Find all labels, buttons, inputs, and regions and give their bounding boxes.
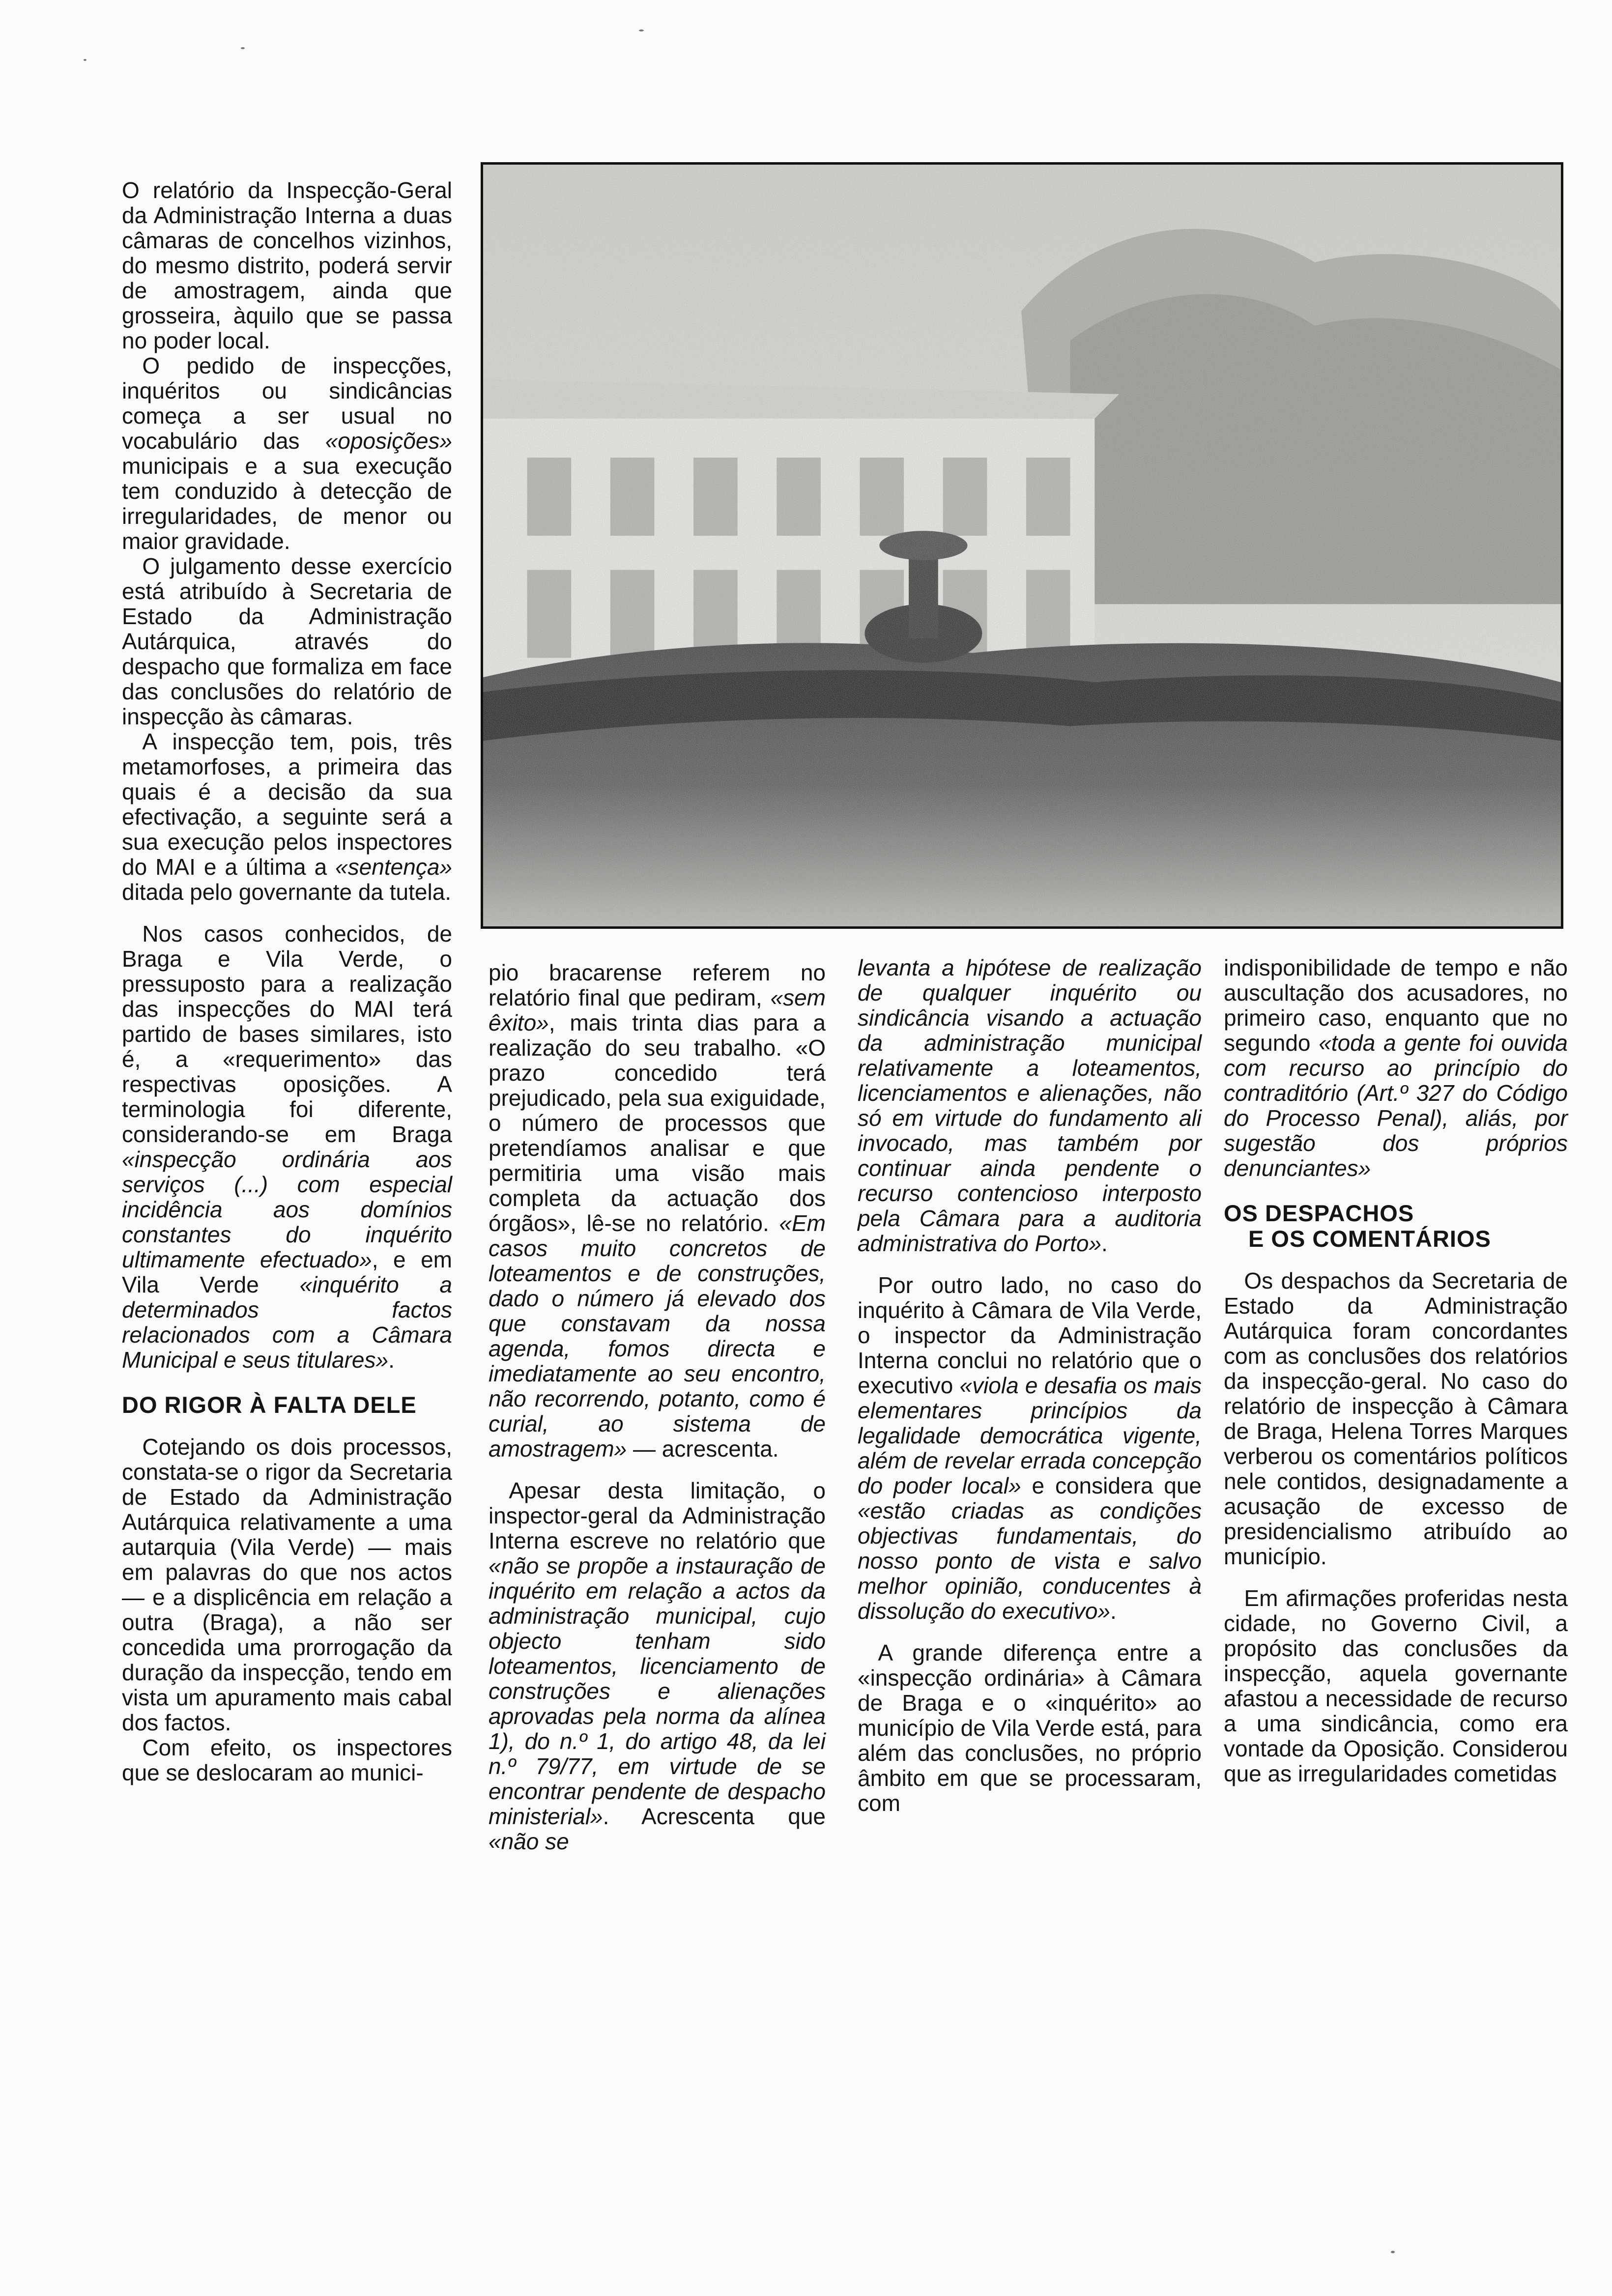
paragraph: O julgamento desse exercício está atribuído à Secretaria de Estado da Administração Autárquica, através do despacho que formaliza em face das conclusões do relatório de inspecção às câmaras. xyxy=(122,553,452,729)
paragraph: A inspecção tem, pois, três metamorfoses, a primeira das quais é a decisão da sua efectivação, a seguinte será a sua execução pelos inspectores do MAI e a última a «sentença» ditada pelo governante da tutela. xyxy=(122,729,452,905)
paragraph: Com efeito, os inspectores que se deslocaram ao munici- xyxy=(122,1735,452,1785)
article-column-3 xyxy=(858,955,1202,1816)
paragraph: pio bracarense referem no relatório final que pediram, «sem êxito», mais trinta dias para a realização do seu trabalho. «O prazo concedido terá prejudicado, pela sua exiguidade, o número de processos que pretendíamos analisar e que permitiria uma visão mais completa da actuação dos órgãos», lê-se no relatório. «Em casos muito concretos de loteamentos e de construções, dado o número já elevado dos que constavam da nossa agenda, fomos directa e imediatamente ao seu encontro, não recorrendo, potanto, como é curial, ao sistema de amostragem» — acrescenta. xyxy=(489,960,826,1462)
photo-image xyxy=(483,165,1561,926)
paragraph: Por outro lado, no caso do inquérito à Câmara de Vila Verde, o inspector da Administração Interna conclui no relatório que o executivo «viola e desafia os mais elementares princípios da legalidade democrática vigente, além de revelar errada concepção do poder local» e considera que «estão criadas as condições objectivas fundamentais, do nosso ponto de vista e salvo melhor opinião, conducentes à dissolução do executivo». xyxy=(858,1272,1202,1624)
paragraph: indisponibilidade de tempo e não auscultação dos acusadores, no primeiro caso, enquanto que no segundo «toda a gente foi ouvida com recurso ao princípio do contraditório (Art.º 327 do Código do Processo Penal), aliás, por sugestão dos próprios denunciantes» xyxy=(1224,955,1568,1181)
paragraph: Apesar desta limitação, o inspector-geral da Administração Interna escreve no relatório que «não se propõe a instauração de inquérito em relação a actos da administração municipal, cujo objecto tenham sido loteamentos, licenciamento de construções e alienações aprovadas pela norma da alínea 1), do n.º 1, do artigo 48, da lei n.º 79/77, em virtude de se encontrar pendente de despacho ministerial». Acrescenta que «não se xyxy=(489,1478,826,1854)
print-speck xyxy=(639,29,644,31)
section-heading: DO RIGOR À FALTA DELE xyxy=(122,1392,417,1418)
print-speck xyxy=(1391,2251,1395,2253)
paragraph: O pedido de inspecções, inquéritos ou sindicâncias começa a ser usual no vocabulário das «oposições» municipais e a sua execução tem conduzido à detecção de irregularidades, de menor ou maior gravidade. xyxy=(122,353,452,554)
article-column-1 xyxy=(122,178,452,1785)
paragraph: levanta a hipótese de realização de qualquer inquérito ou sindicância visando a actuação da administração municipal relativamente a loteamentos, licenciamentos e alienações, não só em virtude do fundamento ali invocado, mas também por continuar ainda pendente o recurso contencioso interposto pela Câmara para a auditoria administrativa do Porto». xyxy=(858,955,1202,1256)
paragraph: Em afirmações proferidas nesta cidade, no Governo Civil, a propósito das conclusões da inspecção, aquela governante afastou a necessidade de recurso a uma sindicância, como era vontade da Oposição. Considerou que as irregularidades cometidas xyxy=(1224,1585,1568,1786)
article-column-4 xyxy=(1224,955,1568,1786)
paragraph: O relatório da Inspecção-Geral da Administração Interna a duas câmaras de concelhos vizinhos, do mesmo distrito, poderá servir de amostragem, ainda que grosseira, àquilo que se passa no poder local. xyxy=(122,177,452,353)
news-photo xyxy=(481,162,1563,929)
paragraph: Nos casos conhecidos, de Braga e Vila Verde, o pressuposto para a realização das inspecções do MAI terá partido de bases similares, isto é, a «requerimento» das respectivas oposições. A terminologia foi diferente, considerando-se em Braga «inspecção ordinária aos serviços (...) com especial incidência aos domínios constantes do inquérito ultimamente efectuado», e em Vila Verde «inquérito a determinados factos relacionados com a Câmara Municipal e seus titulares». xyxy=(122,921,452,1373)
section-heading: OS DESPACHOS E OS COMENTÁRIOS xyxy=(1224,1200,1491,1252)
paragraph: Cotejando os dois processos, constata-se o rigor da Secretaria de Estado da Administração Autárquica relativamente a uma autarquia (Vila Verde) — mais em palavras do que nos actos — e a displicência em relação a outra (Braga), a não ser concedida uma prorrogação da duração da inspecção, tendo em vista um apuramento mais cabal dos factos. xyxy=(122,1434,452,1735)
article-column-2 xyxy=(489,960,826,1854)
print-speck xyxy=(84,59,86,61)
paragraph: Os despachos da Secretaria de Estado da Administração Autárquica foram concordantes com as conclusões dos relatórios da inspecção-geral. No caso do relatório de inspecção à Câmara de Braga, Helena Torres Marques verberou os comentários políticos nele contidos, designadamente a acusação de excesso de presidencialismo atribuído ao município. xyxy=(1224,1268,1568,1569)
paragraph: A grande diferença entre a «inspecção ordinária» à Câmara de Braga e o «inquérito» ao município de Vila Verde está, para além das conclusões, no próprio âmbito em que se processaram, com xyxy=(858,1640,1202,1816)
print-speck xyxy=(241,47,245,49)
